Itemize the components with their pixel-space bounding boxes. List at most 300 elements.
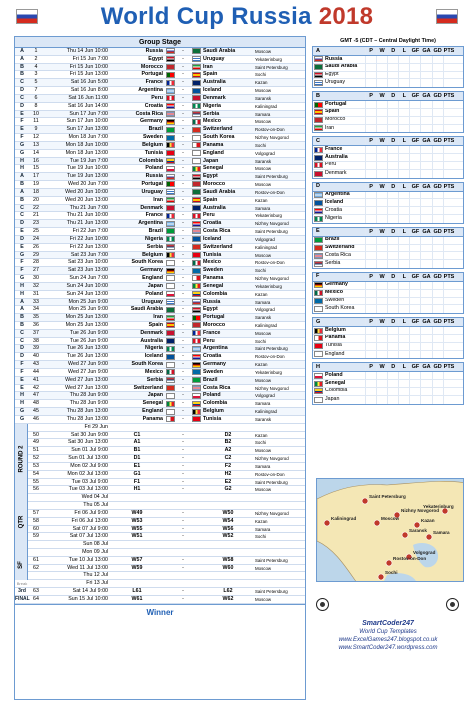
score-input[interactable]: -	[182, 564, 184, 571]
group-table	[312, 91, 464, 133]
stat-cell	[432, 305, 443, 313]
stat-cell	[376, 192, 387, 199]
match-group: F	[20, 267, 24, 274]
stat-cell	[432, 79, 443, 87]
standing-row	[313, 343, 463, 351]
score-input[interactable]: -	[182, 337, 184, 344]
away-flag	[191, 150, 201, 157]
away-flag	[191, 259, 201, 266]
match-group: C	[20, 79, 24, 86]
spain-flag-icon	[192, 72, 201, 78]
score-input[interactable]	[175, 580, 191, 587]
score-input[interactable]: -	[182, 345, 184, 352]
score-input[interactable]: -	[182, 431, 184, 438]
away-slot: B2	[224, 439, 232, 446]
stat-cell	[365, 125, 376, 133]
stat-cell	[398, 64, 409, 71]
score-input[interactable]: -	[182, 282, 184, 289]
match-date: Thu 21 Jun 10:00	[66, 212, 108, 219]
team-name: Croatia	[325, 207, 343, 213]
match-group: G	[19, 149, 25, 156]
city-marker	[374, 520, 380, 526]
score-input[interactable]: -	[182, 212, 184, 219]
home-team: Iran	[153, 314, 163, 321]
away-team: Mexico	[203, 259, 221, 266]
serbia-flag-icon	[166, 244, 175, 250]
match-venue	[253, 572, 305, 579]
france-flag-icon	[166, 80, 175, 86]
match-row	[15, 408, 305, 416]
score-input[interactable]: -	[182, 141, 184, 148]
stat-cell	[432, 396, 443, 404]
match-number: 17	[33, 173, 39, 180]
stat-cell	[432, 327, 443, 334]
match-venue: Sochi	[255, 268, 266, 274]
score-input[interactable]: -	[182, 71, 184, 78]
match-group: H	[20, 282, 24, 289]
stat-cell	[365, 215, 376, 223]
stat-cell	[376, 109, 387, 116]
score-input[interactable]	[175, 502, 191, 509]
away-flag	[191, 275, 201, 282]
city-label: Volgograd	[413, 550, 436, 555]
away-team: Costa Rica	[203, 228, 231, 235]
senegal-flag-icon	[314, 381, 323, 387]
match-venue: Volgograd	[255, 236, 275, 242]
costa-rica-flag-icon	[166, 111, 175, 117]
away-team: Tunisia	[203, 251, 222, 258]
match-venue: Rostov-on-Don	[255, 471, 285, 477]
spacer	[165, 424, 175, 431]
team-name: Russia	[325, 56, 343, 62]
home-flag	[165, 416, 175, 423]
match-group: E	[20, 243, 24, 250]
standing-row	[313, 56, 463, 64]
match-row	[15, 165, 305, 173]
spacer	[191, 463, 201, 470]
costa-rica-flag-icon	[192, 228, 201, 234]
belgium-flag-icon	[166, 252, 175, 258]
score-input[interactable]	[175, 572, 191, 579]
spacer	[165, 447, 175, 454]
score-input[interactable]: -	[182, 228, 184, 235]
city-label: Sochi	[385, 570, 398, 575]
stat-cell	[409, 101, 420, 108]
score-input[interactable]: -	[182, 486, 184, 493]
score-input[interactable]: -	[182, 415, 184, 422]
score-input[interactable]: -	[182, 173, 184, 180]
team-name: Brazil	[325, 236, 340, 243]
knockout-row	[15, 447, 305, 455]
stat-cell	[376, 380, 387, 387]
away-flag	[191, 189, 201, 196]
stat-cell	[365, 72, 376, 79]
match-date: Mon 25 Jun 13:00	[65, 314, 108, 321]
match-date: Sat 16 Jun 5:00	[70, 79, 108, 86]
match-number: 54	[33, 470, 39, 477]
match-date: Wed 20 Jun 10:00	[65, 188, 108, 195]
stat-cell	[432, 351, 443, 359]
score-input[interactable]: -	[182, 196, 184, 203]
stat-cell	[432, 64, 443, 71]
stat-cell	[398, 335, 409, 342]
away-team: Morocco	[203, 321, 226, 328]
stat-cell	[443, 117, 454, 124]
match-venue: Nizhny Novgorod	[255, 510, 289, 516]
away-team: Sweden	[203, 368, 224, 375]
home-flag	[165, 142, 175, 149]
score-input[interactable]: -	[182, 188, 184, 195]
egypt-flag-icon	[192, 307, 201, 313]
stat-cell	[432, 298, 443, 305]
team-name: England	[325, 350, 345, 357]
group-table	[312, 182, 464, 224]
group-stage-header: Group Stage	[15, 37, 305, 48]
away-team: Egypt	[203, 173, 218, 180]
home-team: Poland	[145, 290, 163, 297]
panama-flag-icon	[314, 335, 323, 341]
team-cell	[313, 207, 365, 214]
home-team: Serbia	[146, 376, 163, 383]
match-group: H	[20, 165, 24, 172]
match-date: Sat 16 Jun 11:00	[68, 94, 108, 101]
score-input[interactable]: -	[182, 306, 184, 313]
home-slot: W55	[131, 525, 143, 532]
score-input[interactable]	[175, 541, 191, 548]
knockout-row	[15, 596, 305, 604]
home-team: Iran	[153, 196, 163, 203]
away-team: Poland	[203, 392, 221, 399]
home-flag	[165, 314, 175, 321]
standing-row	[313, 162, 463, 170]
col-header: W	[376, 92, 387, 100]
score-input[interactable]: -	[182, 361, 184, 368]
standing-row	[313, 245, 463, 253]
score-input[interactable]: -	[182, 384, 184, 391]
score-input[interactable]: -	[182, 455, 184, 462]
stat-cell	[432, 252, 443, 259]
standing-row	[313, 199, 463, 207]
stat-cell	[443, 396, 454, 404]
spacer	[165, 432, 175, 439]
stat-cell	[365, 199, 376, 206]
stat-cell	[443, 282, 454, 289]
away-team: Portugal	[203, 314, 225, 321]
match-number: 44	[33, 368, 39, 375]
spacer	[165, 502, 175, 509]
away-team: Tunisia	[203, 415, 222, 422]
away-slot: W58	[222, 556, 234, 563]
stat-cell	[398, 170, 409, 178]
score-input[interactable]: -	[182, 102, 184, 109]
stat-cell	[387, 192, 398, 199]
iran-flag-icon	[192, 64, 201, 70]
stat-cell	[443, 260, 454, 268]
match-venue: Saint Petersburg	[255, 64, 288, 70]
match-venue: Saint Petersburg	[255, 229, 288, 235]
stat-cell	[376, 327, 387, 334]
col-header: D	[387, 363, 398, 371]
stat-cell	[409, 282, 420, 289]
col-header: GD	[433, 48, 442, 54]
col-header: W	[376, 363, 387, 371]
score-input[interactable]: -	[182, 439, 184, 446]
knockout-row	[15, 486, 305, 494]
stat-cell	[398, 125, 409, 133]
stat-cell	[398, 290, 409, 297]
score-input[interactable]: -	[182, 275, 184, 282]
stat-cell	[387, 101, 398, 108]
score-input[interactable]: -	[182, 517, 184, 524]
standing-row	[313, 282, 463, 290]
stat-cell	[387, 351, 398, 359]
senegal-flag-icon	[192, 283, 201, 289]
japan-flag-icon	[166, 393, 175, 399]
score-input[interactable]: -	[182, 509, 184, 516]
home-flag	[165, 205, 175, 212]
score-input[interactable]: -	[182, 259, 184, 266]
group-name: F	[316, 273, 320, 280]
score-input[interactable]: -	[182, 110, 184, 117]
match-date: Thu 12 Jul	[83, 572, 108, 579]
score-input[interactable]: -	[182, 134, 184, 141]
team-cell	[313, 260, 365, 268]
col-header: PTS	[443, 228, 455, 235]
score-input[interactable]: -	[182, 149, 184, 156]
city-label: Yekaterinburg	[423, 504, 454, 509]
match-group: G	[19, 141, 25, 148]
stat-cell	[376, 215, 387, 223]
score-input[interactable]: -	[182, 462, 184, 469]
spacer	[165, 518, 175, 525]
match-number: 49	[33, 439, 39, 446]
knockout-row	[15, 557, 305, 565]
stat-cell	[432, 162, 443, 169]
score-input[interactable]: -	[182, 267, 184, 274]
stat-cell	[443, 207, 454, 214]
team-cell	[313, 252, 365, 259]
score-input[interactable]: -	[182, 321, 184, 328]
stat-cell	[420, 372, 431, 379]
home-team: South Korea	[131, 361, 163, 368]
match-venue: Yekaterinburg	[255, 283, 282, 289]
match-date: Sun 24 Jun 7:00	[69, 275, 108, 282]
score-input[interactable]: -	[182, 94, 184, 101]
match-row	[15, 134, 305, 142]
stat-cell	[398, 146, 409, 153]
match-number: 10	[33, 110, 39, 117]
stat-cell	[387, 372, 398, 379]
col-header: GF	[409, 92, 420, 100]
serbia-flag-icon	[314, 261, 323, 267]
score-input[interactable]: -	[182, 235, 184, 242]
score-input[interactable]: -	[182, 165, 184, 172]
brazil-flag-icon	[314, 237, 323, 243]
score-input[interactable]: -	[182, 298, 184, 305]
stat-cell	[409, 388, 420, 395]
match-date: Tue 03 Jul 9:00	[71, 478, 108, 485]
match-venue: Moscow	[255, 330, 272, 336]
home-flag	[165, 385, 175, 392]
score-input[interactable]: -	[182, 588, 184, 595]
col-header: GA	[422, 93, 431, 100]
home-team: Egypt	[148, 55, 163, 62]
score-input[interactable]: -	[182, 126, 184, 133]
stat-cell	[387, 298, 398, 305]
match-number	[29, 424, 43, 431]
score-input[interactable]: -	[182, 243, 184, 250]
saudi-arabia-flag-icon	[166, 307, 175, 313]
stat-cell	[365, 351, 376, 359]
col-header: GA	[422, 228, 431, 235]
stat-cell	[409, 351, 420, 359]
stat-cell	[365, 327, 376, 334]
home-slot: W49	[131, 509, 143, 516]
match-venue: Moscow	[255, 377, 272, 383]
stat-cell	[365, 252, 376, 259]
stat-cell	[443, 372, 454, 379]
stat-cell	[420, 207, 431, 214]
col-header: W	[376, 273, 387, 281]
score-input[interactable]: -	[182, 251, 184, 258]
stat-cell	[398, 56, 409, 63]
home-team: Serbia	[146, 243, 163, 250]
brazil-flag-icon	[166, 228, 175, 234]
score-input[interactable]: -	[182, 55, 184, 62]
away-team: Morocco	[203, 181, 226, 188]
home-flag	[165, 259, 175, 266]
score-input[interactable]: -	[182, 478, 184, 485]
peru-flag-icon	[192, 213, 201, 219]
score-input[interactable]: -	[182, 314, 184, 321]
score-input[interactable]: -	[182, 400, 184, 407]
col-header: GD	[433, 228, 442, 235]
col-header: D	[387, 92, 398, 100]
score-input[interactable]: -	[182, 447, 184, 454]
match-number: 30	[33, 275, 39, 282]
stat-cell	[376, 260, 387, 268]
match-group: F	[20, 134, 24, 141]
group-table	[312, 362, 464, 404]
score-input[interactable]: -	[182, 290, 184, 297]
score-input[interactable]: -	[182, 48, 184, 54]
stat-cell	[432, 56, 443, 63]
score-input[interactable]: -	[182, 157, 184, 164]
team-name: Mexico	[325, 289, 343, 296]
saudi-arabia-flag-icon	[192, 189, 201, 195]
score-input[interactable]: -	[182, 87, 184, 94]
match-number: 52	[33, 455, 39, 462]
england-flag-icon	[166, 409, 175, 415]
score-input[interactable]: -	[182, 79, 184, 86]
away-flag	[191, 291, 201, 298]
score-input[interactable]: -	[182, 556, 184, 563]
stat-cell	[432, 154, 443, 161]
match-group: C	[20, 337, 24, 344]
away-flag	[191, 142, 201, 149]
stat-cell	[387, 396, 398, 404]
england-flag-icon	[192, 150, 201, 156]
stat-cell	[432, 237, 443, 244]
spacer	[165, 588, 175, 595]
col-header: GD	[433, 93, 442, 100]
match-venue: Moscow	[255, 49, 272, 54]
col-header: L	[398, 183, 409, 191]
standing-row	[313, 327, 463, 335]
away-team: Belgium	[203, 408, 224, 415]
stat-cell	[365, 305, 376, 313]
round-label-text: QTR	[18, 515, 25, 528]
away-flag	[191, 244, 201, 251]
denmark-flag-icon	[166, 205, 175, 211]
away-slot	[201, 424, 253, 431]
score-input[interactable]: -	[182, 470, 184, 477]
score-input[interactable]: -	[182, 63, 184, 70]
city-label: Rostov-on-Don	[393, 556, 427, 561]
score-input[interactable]: -	[182, 220, 184, 227]
home-flag	[165, 71, 175, 78]
score-input[interactable]: -	[182, 353, 184, 360]
standing-row	[313, 252, 463, 260]
score-input[interactable]: -	[182, 204, 184, 211]
col-header: L	[398, 47, 409, 55]
stat-cell	[409, 237, 420, 244]
standing-row	[313, 109, 463, 117]
match-date: Sun 01 Jul 9:00	[71, 447, 108, 454]
match-number: 58	[33, 517, 39, 524]
home-flag	[165, 158, 175, 165]
poland-flag-icon	[314, 373, 323, 379]
home-flag	[165, 330, 175, 337]
iran-flag-icon	[166, 315, 175, 321]
away-flag	[191, 330, 201, 337]
score-input[interactable]	[175, 549, 191, 556]
match-venue: Yekaterinburg	[255, 213, 282, 219]
score-input[interactable]: -	[182, 376, 184, 383]
match-date: Wed 27 Jun 9:00	[68, 368, 108, 375]
match-row	[15, 158, 305, 166]
stat-cell	[409, 245, 420, 252]
score-input[interactable]: -	[182, 181, 184, 188]
score-input[interactable]: -	[182, 408, 184, 415]
score-input[interactable]	[175, 494, 191, 501]
col-header: GD	[433, 319, 442, 326]
stat-cell	[376, 125, 387, 133]
home-team: Peru	[151, 94, 163, 101]
score-input[interactable]: -	[182, 329, 184, 336]
score-input[interactable]: -	[182, 368, 184, 375]
away-flag	[191, 95, 201, 102]
score-input[interactable]: -	[182, 533, 184, 540]
poland-flag-icon	[166, 291, 175, 297]
tunisia-flag-icon	[192, 416, 201, 422]
match-venue: Moscow	[255, 487, 272, 493]
score-input[interactable]: -	[182, 118, 184, 125]
winner-label: Winner	[15, 604, 305, 620]
match-venue: Nizhny Novgorod	[255, 276, 289, 282]
score-input[interactable]: -	[182, 595, 184, 602]
col-header: W	[376, 47, 387, 55]
home-team: Croatia	[144, 102, 163, 109]
score-input[interactable]	[175, 424, 191, 431]
score-input[interactable]: -	[182, 392, 184, 399]
spacer	[165, 572, 175, 579]
score-input[interactable]: -	[182, 525, 184, 532]
stat-cell	[443, 79, 454, 87]
round-cell: Break	[16, 581, 28, 587]
match-date: Sun 24 Jun 13:00	[66, 290, 108, 297]
match-group: F	[20, 368, 24, 375]
